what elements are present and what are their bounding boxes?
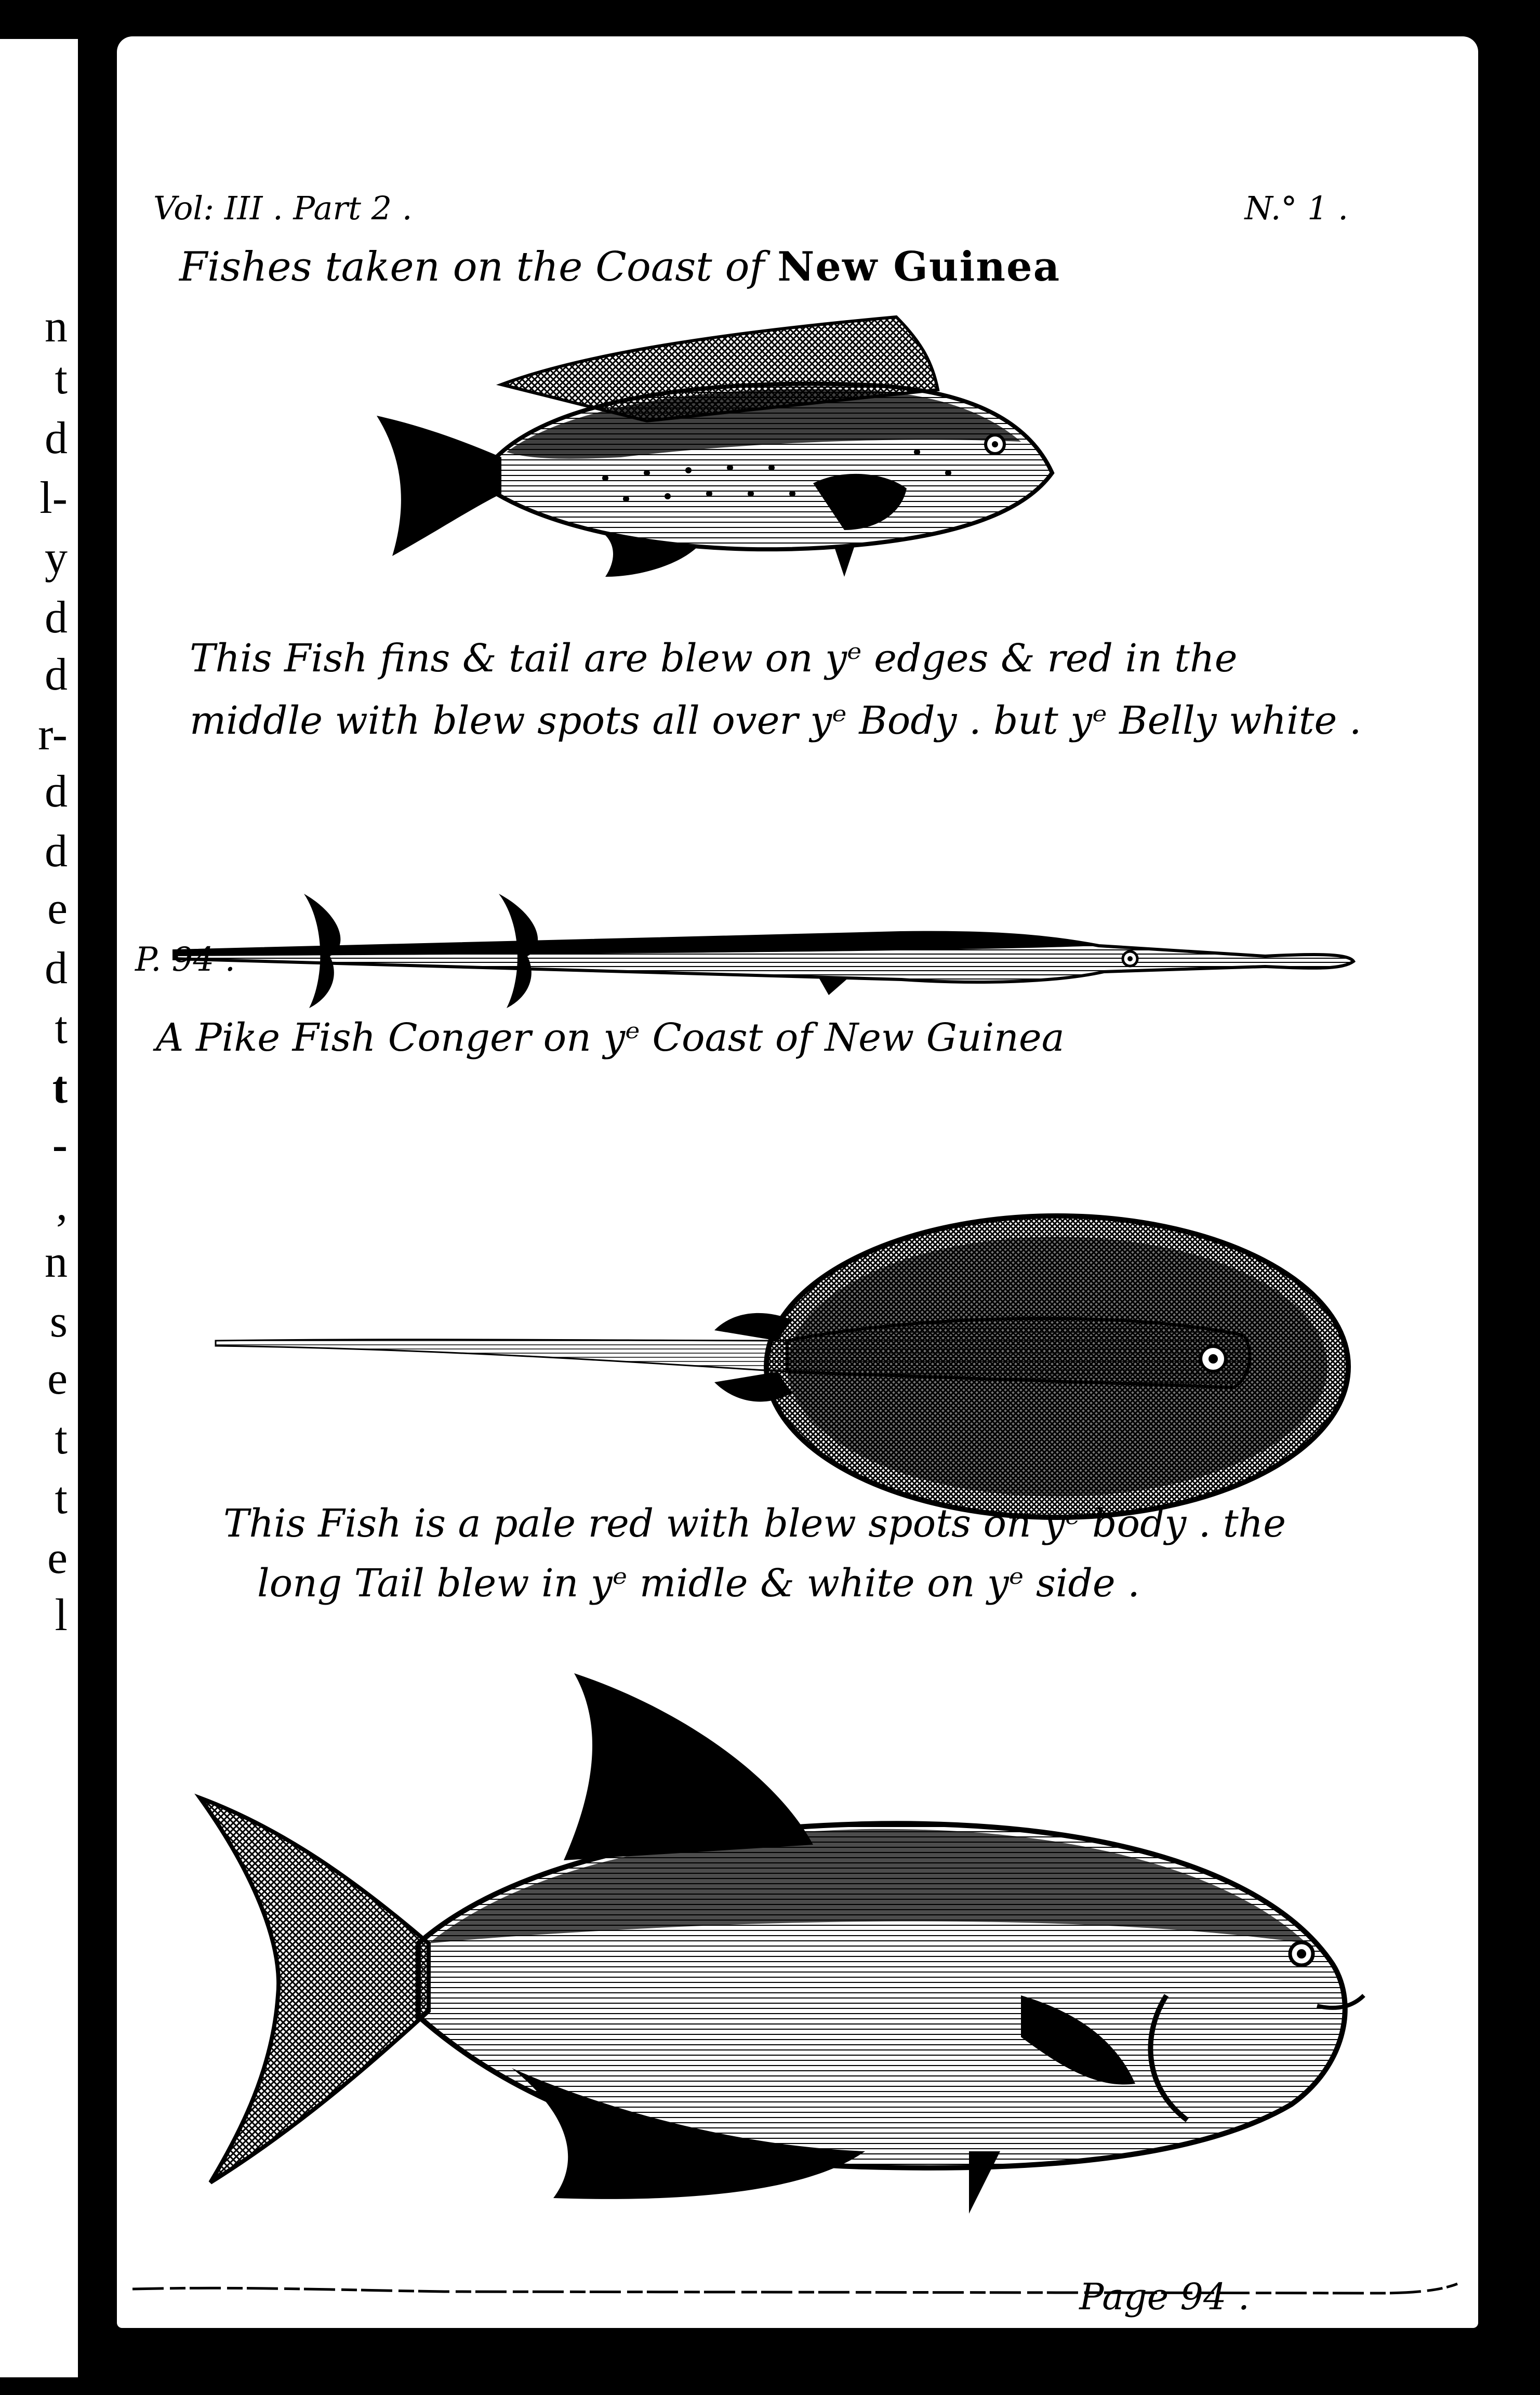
text-fragment: t: [55, 1003, 68, 1053]
fish2-caption: A Pike Fish Conger on yᵉ Coast of New Guinea: [156, 1015, 1065, 1060]
plate-page-reference: P. 94 .: [135, 941, 235, 979]
text-fragment: n: [45, 1237, 68, 1287]
plate-title-place: New Guinea: [777, 243, 1061, 290]
spotted-fish-illustration: [335, 286, 1260, 681]
text-fragment: e: [47, 883, 68, 934]
text-fragment: t: [55, 1473, 68, 1524]
text-fragment: d: [45, 413, 68, 464]
text-fragment: d: [45, 592, 68, 643]
text-fragment: l-: [39, 473, 68, 523]
fish1-caption-line1: This Fish fins & tail are blew on yᵉ edges & red in the: [190, 636, 1238, 681]
plate-title: [179, 243, 1061, 290]
text-fragment: r-: [38, 709, 68, 760]
text-fragment: e: [47, 1354, 68, 1404]
text-fragment: -: [52, 1120, 68, 1170]
text-fragment: e: [47, 1533, 68, 1583]
text-fragment: t: [55, 1413, 68, 1464]
text-fragment: d: [45, 943, 68, 994]
bottom-rule: [132, 2284, 1457, 2299]
fish3-caption-line2: long Tail blew in yᵉ midle & white on yᵉ side .: [257, 1561, 1140, 1606]
previous-page-edge: [0, 39, 78, 2377]
fish1-caption-line2: middle with blew spots all over yᵉ Body . but yᵉ Belly white .: [190, 698, 1362, 743]
text-fragment: l: [55, 1590, 68, 1640]
volume-part-label: Vol: III . Part 2 .: [153, 189, 413, 227]
text-fragment: d: [45, 766, 68, 817]
large-fish-illustration: [190, 1673, 1395, 2234]
text-fragment: n: [45, 301, 68, 352]
pike-fish-illustration: [174, 894, 1359, 1029]
text-fragment: d: [45, 650, 68, 700]
plate-number: N.° 1 .: [1244, 189, 1348, 227]
engraved-plate-page: [117, 36, 1478, 2328]
text-fragment: d: [45, 826, 68, 877]
ray-fish-illustration: [216, 1185, 1359, 1538]
text-fragment: s: [49, 1296, 68, 1347]
plate-title-prefix: Fishes taken on the Coast of: [179, 244, 765, 290]
text-fragment: ,: [56, 1180, 68, 1230]
fish3-caption-line1: This Fish is a pale red with blew spots on yᵉ body . the: [223, 1501, 1286, 1546]
page-number: Page 94 .: [1079, 2275, 1250, 2318]
text-fragment: t: [55, 353, 68, 404]
text-fragment: t: [52, 1063, 68, 1113]
text-fragment: y: [45, 533, 68, 583]
